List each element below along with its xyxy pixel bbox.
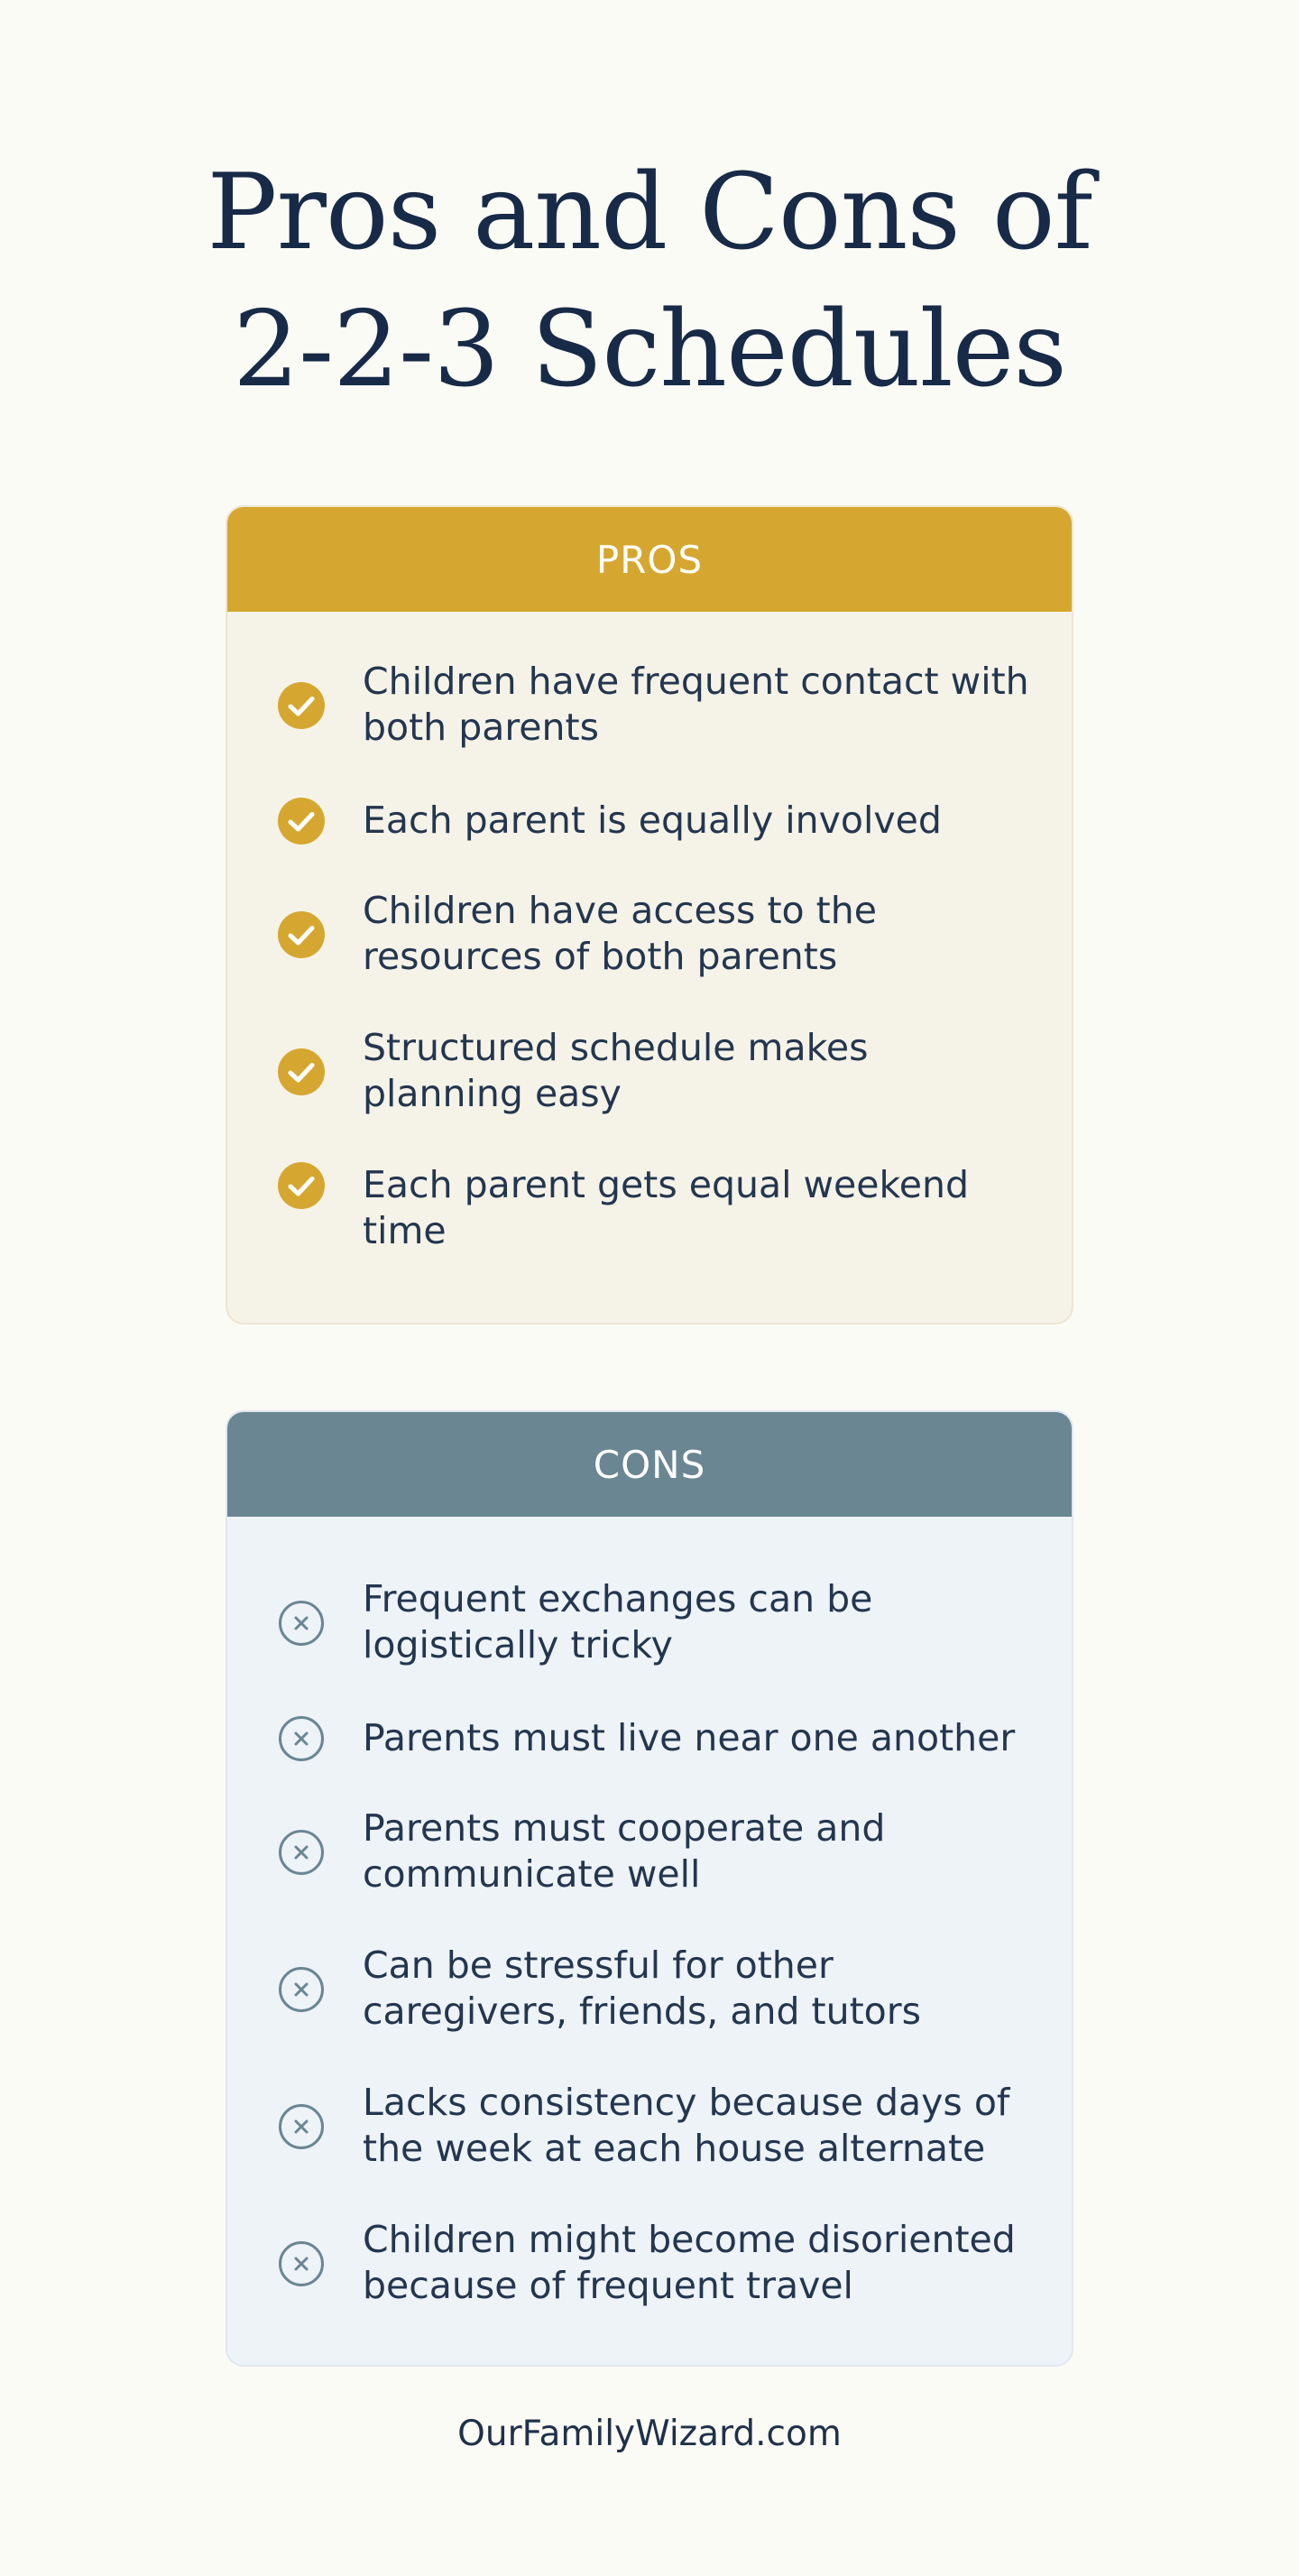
x-circle-icon (278, 2103, 325, 2150)
pros-list-item (227, 1025, 1073, 1119)
x-circle-icon (278, 1966, 325, 2013)
pros-list-item (227, 659, 1073, 752)
cons-list-item (227, 1805, 1073, 1899)
page-title (0, 144, 1299, 419)
cons-item-text: Parents must cooperate and communicate well (363, 1806, 886, 1896)
check-circle-icon (278, 682, 325, 729)
pros-item-text: Children have access to the resources of both parents (363, 889, 877, 978)
x-circle-icon (278, 2240, 325, 2287)
pros-header: PROS (227, 507, 1072, 612)
pros-item-text: Structured schedule makes planning easy (363, 1026, 869, 1115)
page-title-line-1: Pros and Cons of (207, 152, 1092, 273)
check-circle-icon (278, 911, 325, 958)
cons-header: CONS (227, 1412, 1072, 1517)
pros-item-text: Each parent gets equal weekend time (363, 1163, 970, 1252)
cons-item-text: Lacks consistency because days of the week at each house alternate (363, 2081, 1010, 2170)
cons-item-text: Can be stressful for other caregivers, friends, and tutors (363, 1944, 921, 2033)
cons-item-text: Children might become disoriented because of frequent travel (363, 2218, 1016, 2307)
cons-item-text: Frequent exchanges can be logistically tricky (363, 1577, 873, 1667)
pros-list-item (227, 888, 1073, 982)
check-circle-icon (278, 798, 325, 845)
x-circle-icon (278, 1829, 325, 1876)
pros-list-item (227, 798, 1073, 845)
cons-list-item (227, 1576, 1073, 1670)
cons-list-item (227, 2080, 1073, 2174)
pros-list-item (227, 1162, 1073, 1256)
cons-list-item (227, 1715, 1073, 1762)
cons-list-item (227, 1943, 1073, 2036)
cons-card (226, 1410, 1073, 2367)
check-circle-icon (278, 1048, 325, 1095)
pros-item-text: Each parent is equally involved (363, 799, 942, 842)
cons-list-item (227, 2217, 1073, 2311)
x-circle-icon (278, 1600, 325, 1647)
check-circle-icon (278, 1162, 325, 1209)
pros-card (226, 505, 1073, 1325)
pros-item-text: Children have frequent contact with both parents (363, 660, 1029, 749)
footer-website-link[interactable]: OurFamilyWizard.com (457, 2414, 842, 2454)
cons-item-text: Parents must live near one another (363, 1716, 1016, 1759)
x-circle-icon (278, 1715, 325, 1762)
page-title-line-2: 2-2-3 Schedules (233, 289, 1066, 411)
